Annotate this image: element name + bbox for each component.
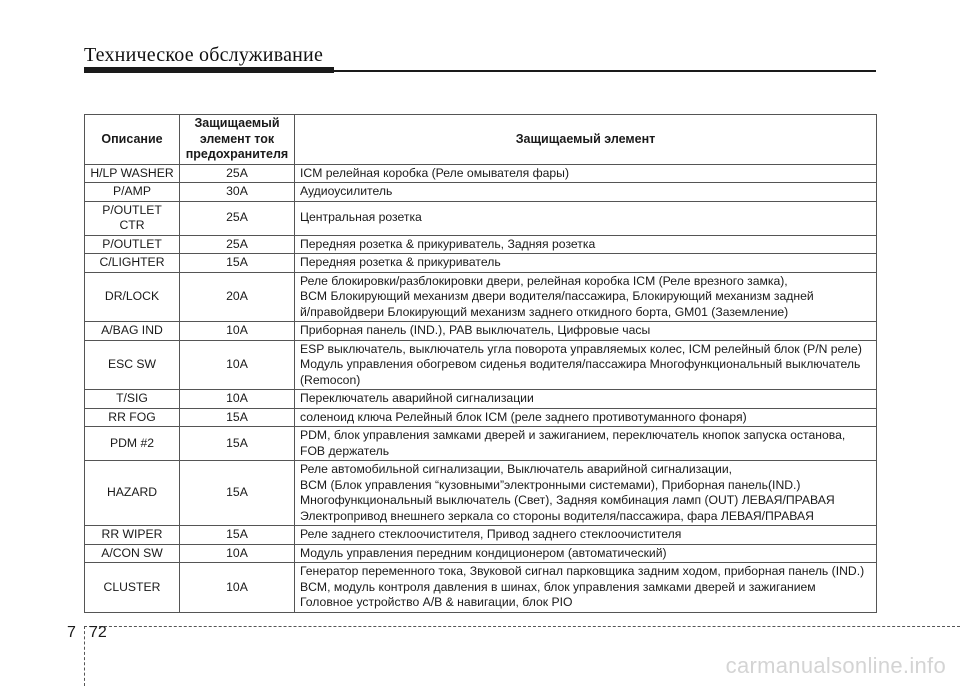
protected-element (295, 322, 877, 341)
protected-element-line: Электропривод внешнего зеркала со стороны водителя/пассажира, фара ЛЕВАЯ/ПРАВАЯ (300, 508, 814, 523)
table-row (85, 322, 877, 341)
table-row (85, 390, 877, 409)
header-rating-line: Защищаемый (194, 116, 280, 130)
header-rating-line: предохранителя (185, 147, 289, 161)
protected-element-line: Генератор переменного тока, Звуковой сигнал парковщика задним ходом, приборная панель (IND.) (300, 564, 865, 578)
protected-element (295, 390, 877, 409)
protected-element-line: соленоид ключа Релейный блок ICM (реле заднего противотуманного фонаря) (300, 409, 747, 424)
protected-element (295, 526, 877, 545)
table-row (85, 408, 877, 427)
table-row (85, 461, 877, 526)
protected-element (295, 461, 877, 526)
protected-element (295, 254, 877, 273)
fuse-description: PDM #2 (85, 427, 180, 461)
header-rule-thick (84, 67, 334, 73)
protected-element-line: й/правойдвери Блокирующий механизм заднего откидного борта, GM01 (Заземление) (300, 304, 789, 319)
fuse-table (84, 114, 877, 613)
protected-element-line: BCM Блокирующий механизм двери водителя/пассажира, Блокирующий механизм задней (300, 289, 814, 303)
table-header-row (85, 115, 877, 165)
protected-element-line: Реле блокировки/разблокировки двери, релейная коробка ICM (Реле врезного замка), (300, 273, 788, 288)
protected-element-line: Реле автомобильной сигнализации, Выключатель аварийной сигнализации, (300, 462, 733, 476)
protected-element (295, 427, 877, 461)
protected-element-line: Передняя розетка & прикуриватель (300, 255, 501, 269)
page-number: 72 (89, 624, 107, 641)
fuse-rating: 30A (180, 183, 295, 202)
table-row (85, 526, 877, 545)
fuse-description: RR WIPER (85, 526, 180, 545)
protected-element (295, 235, 877, 254)
footer-dashed-divider (84, 626, 85, 686)
chapter-number: 7 (67, 624, 76, 641)
protected-element (295, 340, 877, 390)
table-row (85, 254, 877, 273)
table-row (85, 164, 877, 183)
protected-element (295, 544, 877, 563)
table-row (85, 235, 877, 254)
header-rating-line: элемент ток (199, 131, 275, 146)
table-row (85, 563, 877, 613)
page-header-title: Техническое обслуживание (84, 44, 324, 66)
protected-element (295, 408, 877, 427)
protected-element-line: Приборная панель (IND.), PAB выключатель, Цифровые часы (300, 323, 651, 337)
fuse-rating: 10A (180, 322, 295, 341)
fuse-rating: 10A (180, 390, 295, 409)
table-row (85, 183, 877, 202)
fuse-rating: 25A (180, 201, 295, 235)
protected-element-line: Переключатель аварийной сигнализации (300, 391, 534, 405)
protected-element (295, 164, 877, 183)
table-row (85, 340, 877, 390)
fuse-rating: 25A (180, 164, 295, 183)
protected-element-line: Модуль управления передним кондиционером (автоматический) (300, 545, 667, 560)
protected-element-line: Аудиоусилитель (300, 184, 393, 198)
protected-element-line: Головное устройство A/B & навигации, блок PIO (300, 595, 573, 609)
fuse-description: HAZARD (85, 461, 180, 526)
protected-element-line: Центральная розетка (300, 210, 422, 225)
protected-element-line: ICM релейная коробка (Реле омывателя фары) (300, 165, 569, 180)
fuse-description: C/LIGHTER (85, 254, 180, 273)
fuse-rating: 25A (180, 235, 295, 254)
table-row (85, 427, 877, 461)
fuse-rating: 10A (180, 563, 295, 613)
fuse-description: H/LP WASHER (85, 164, 180, 183)
protected-element-line: BCM (Блок управления “кузовными”электронными системами), Приборная панель(IND.) (300, 477, 801, 492)
fuse-description: ESC SW (85, 340, 180, 390)
header-rule-thin (334, 70, 876, 72)
table-row (85, 544, 877, 563)
table-row (85, 272, 877, 322)
footer-dashed-rule (84, 626, 960, 627)
protected-element-line: BCM, модуль контроля давления в шинах, блок управления замками дверей и зажиганием (300, 579, 816, 594)
protected-element-line: FOB держатель (300, 443, 390, 458)
header-rating (180, 115, 295, 165)
fuse-rating: 20A (180, 272, 295, 322)
header-element: Защищаемый элемент (295, 115, 877, 165)
fuse-rating: 15A (180, 526, 295, 545)
fuse-rating: 15A (180, 254, 295, 273)
protected-element (295, 201, 877, 235)
fuse-rating: 15A (180, 461, 295, 526)
fuse-description: T/SIG (85, 390, 180, 409)
fuse-rating: 10A (180, 544, 295, 563)
fuse-description: RR FOG (85, 408, 180, 427)
watermark: carmanualsonline.info (725, 653, 946, 678)
protected-element-line: ESP выключатель, выключатель угла поворота управляемых колес, ICM релейный блок (P/N реле) (300, 341, 862, 356)
protected-element-line: Модуль управления обогревом сиденья водителя/пассажира Многофункциональный выключатель (300, 357, 861, 371)
fuse-description: P/OUTLET (85, 235, 180, 254)
fuse-rating: 15A (180, 427, 295, 461)
header-description: Описание (85, 115, 180, 165)
fuse-description: DR/LOCK (85, 272, 180, 322)
fuse-table-body (85, 164, 877, 612)
protected-element-line: Реле заднего стеклоочистителя, Привод заднего стеклоочистителя (300, 527, 682, 541)
protected-element-line: Передняя розетка & прикуриватель, Задняя розетка (300, 236, 596, 251)
fuse-description: P/OUTLET CTR (85, 201, 180, 235)
fuse-description: P/AMP (85, 183, 180, 202)
protected-element-line: Многофункциональный выключатель (Свет), Задняя комбинация ламп (OUT) ЛЕВАЯ/ПРАВАЯ (300, 493, 835, 507)
fuse-rating: 15A (180, 408, 295, 427)
fuse-description: CLUSTER (85, 563, 180, 613)
fuse-rating: 10A (180, 340, 295, 390)
protected-element (295, 563, 877, 613)
protected-element-line: (Remocon) (300, 372, 361, 387)
table-row (85, 201, 877, 235)
fuse-description: A/CON SW (85, 544, 180, 563)
protected-element (295, 183, 877, 202)
fuse-description: A/BAG IND (85, 322, 180, 341)
protected-element-line: PDM, блок управления замками дверей и зажиганием, переключатель кнопок запуска останова, (300, 428, 846, 442)
protected-element (295, 272, 877, 322)
